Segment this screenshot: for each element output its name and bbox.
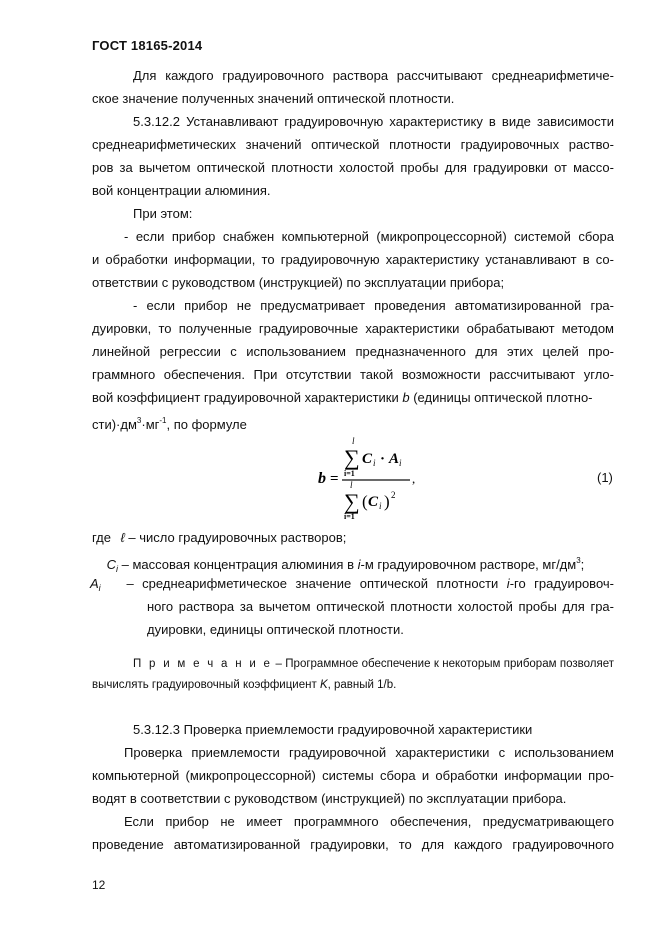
den-sum-upper: l [350, 480, 353, 490]
den-sum-sign: ∑ [344, 489, 360, 514]
text-line: вой коэффициент градуировочной характеристики b (единицы оптической плотно- [92, 390, 593, 405]
document-header: ГОСТ 18165-2014 [92, 38, 203, 53]
text-line: ответствии с руководством (инструкцией) по эксплуатации прибора; [92, 275, 505, 290]
text-line: 5.3.12.2 Устанавливают градуировочную характеристику в виде зависимости [133, 114, 614, 129]
text-line: линейной регрессии с использованием предназначенного для этих целей про- [92, 344, 614, 359]
section-heading: 5.3.12.3 Проверка приемлемости градуировочной характеристики [133, 722, 533, 737]
text-line: - если прибор не предусматривает проведения автоматизированной гра- [133, 298, 614, 313]
text-line: водят в соответствии с руководством (инструкцией) по эксплуатации прибора. [92, 791, 567, 806]
text-line: и обработки информации, то градуировочную характеристику устанавливают в со- [92, 252, 614, 267]
num-c: C [362, 451, 373, 467]
text-line: вой концентрации алюминия. [92, 183, 271, 198]
num-a: A [389, 451, 400, 467]
definition-l: где ℓ – число градуировочных растворов; [92, 530, 347, 545]
num-a-sub: i [399, 458, 402, 468]
formula-1 [310, 436, 470, 526]
page-number: 12 [92, 878, 106, 892]
formula-lhs: b [318, 470, 326, 487]
text-line: Если прибор не имеет программного обеспечения, предусматривающего [124, 814, 614, 829]
num-c-sub: i [373, 458, 376, 468]
formula-equals: = [330, 471, 339, 487]
den-paren-close: ) [384, 492, 390, 511]
note-line: П р и м е ч а н и е – Программное обеспечение к некоторым приборам позволяет [133, 658, 614, 670]
text-line: Проверка приемлемости градуировочной характеристики с использованием [124, 745, 614, 760]
text-line: - если прибор снабжен компьютерной (микропроцессорной) системой сбора [124, 229, 614, 244]
note-line: вычислять градуировочный коэффициент K, равный 1/b. [92, 679, 397, 691]
text-line: ров за вычетом оптической плотности холостой пробы для градуировки от массо- [92, 160, 614, 175]
sum-lower: i=1 [344, 469, 355, 478]
var-b: b [402, 390, 410, 405]
note-label: П р и м е ч а н и е [133, 658, 273, 670]
text-line: При этом: [133, 206, 193, 221]
text-line: $сти)\cdot дм^3\cdot мг^{-1}$, по формуле [92, 416, 247, 432]
formula-comma: , [412, 471, 416, 486]
den-paren-open: ( [362, 492, 368, 511]
num-dot: · [380, 451, 386, 467]
den-power: 2 [391, 490, 396, 500]
text-line: ного раствора за вычетом оптической плотности холостой пробы для гра- [147, 599, 614, 614]
text-line: компьютерной (микропроцессорной) системы сбора и обработки информации про- [92, 768, 614, 783]
den-c-sub: i [379, 501, 382, 511]
text-line: граммного обеспечения. При отсутствии такой возможности рассчитывают угло- [92, 367, 614, 382]
den-sum-lower: i=1 [344, 512, 355, 521]
den-c: C [368, 494, 379, 510]
text-line: дуировки, единицы оптической плотности. [147, 622, 404, 637]
text-line: ское значение полученных значений оптической плотности. [92, 91, 455, 106]
text-line: дуировки, то полученные градуировочные характеристики обрабатывают методом [92, 321, 614, 336]
definition-a: $A_i$ – среднеарифметическое значение оптической плотности i-го градуировоч- [90, 576, 614, 593]
sum-sign: ∑ [344, 445, 360, 470]
text-line: Для каждого градуировочного раствора рассчитывают среднеарифметиче- [133, 68, 614, 83]
text-line: проведение автоматизированной градуировки, то для каждого градуировочного [92, 837, 614, 852]
text-line: среднеарифметических значений оптической плотности градуировочных раство- [92, 137, 614, 152]
formula-number: (1) [597, 470, 613, 485]
definition-c: $C_i$ – массовая концентрация алюминия в i-м градуировочном растворе, $мг/дм^3$; [106, 556, 585, 574]
sum-upper: l [352, 436, 355, 446]
